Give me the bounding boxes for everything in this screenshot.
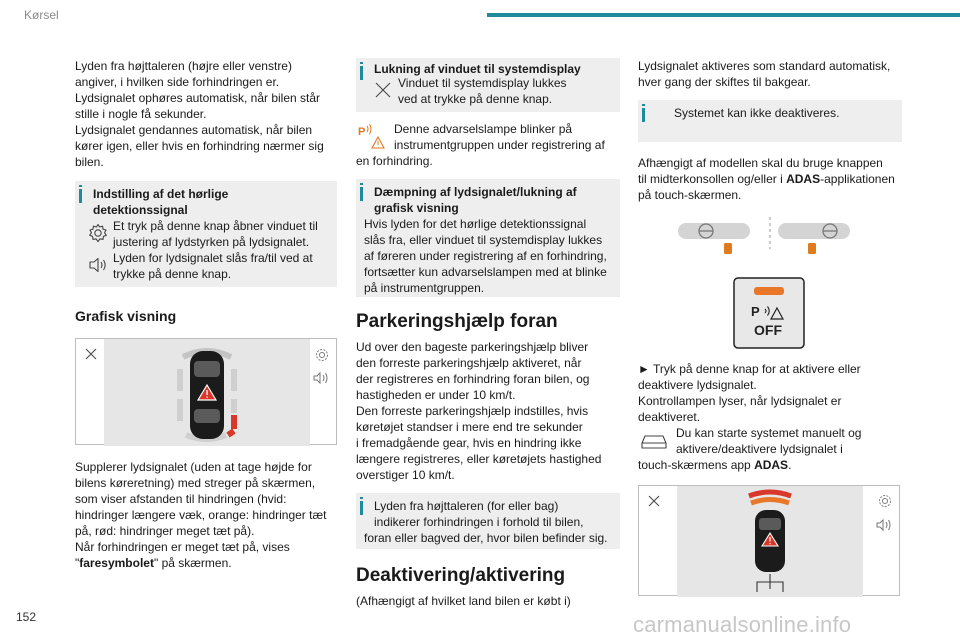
text-line: deaktivere lydsignalet. — [638, 378, 757, 392]
text-fragment: . — [788, 458, 792, 472]
console-illustration — [638, 211, 902, 351]
text-line: Supplerer lydsignalet (uden at tage højde for — [75, 460, 312, 474]
text-line — [638, 457, 902, 473]
text-line: justering af lydstyrken på lydsignalet. — [113, 235, 310, 249]
info-bar-dot — [79, 185, 82, 187]
text-line: af føreren under registrering af en forhindring, — [364, 249, 607, 263]
text-line: ► Tryk på denne knap for at aktivere eller — [638, 362, 861, 376]
text-line: stille i nogle få sekunder. — [75, 107, 207, 121]
info-title: detektionssignal — [93, 203, 188, 217]
section-heading-graphic-display: Grafisk visning — [75, 308, 177, 324]
text-line — [75, 555, 337, 571]
info-bar — [360, 187, 363, 201]
info-title: Indstilling af det hørlige — [93, 187, 229, 201]
intro-paragraph — [75, 58, 337, 170]
quote-mark: " — [75, 556, 80, 570]
manual-start-note — [638, 425, 902, 473]
text-line: Et tryk på denne knap åbner vinduet til — [113, 219, 318, 233]
info-bar — [360, 66, 363, 80]
text-line: Den forreste parkeringshjælp indstilles, hvis — [356, 404, 589, 418]
text-line: Ud over den bageste parkeringshjælp bliver — [356, 340, 589, 354]
text-line: der registreres en forhindring foran bilen, og — [356, 372, 590, 386]
text-fragment: til midterkonsollen og/eller i — [638, 172, 787, 186]
info-bar-dot — [360, 497, 363, 499]
text-line: Vinduet til systemdisplay lukkes — [398, 76, 567, 90]
info-box-speaker — [356, 493, 620, 549]
text-line: fortsætter kun advarselslampen med at blinke — [364, 265, 607, 279]
model-note — [638, 155, 902, 203]
bold-term: ADAS — [786, 172, 821, 186]
text-line: bilen. — [75, 155, 104, 169]
column-2 — [356, 58, 620, 609]
text-line: Du kan starte systemet manuelt og — [676, 426, 862, 440]
press-button-instruction — [638, 361, 902, 425]
info-box-close-window — [356, 58, 620, 112]
text-line: deaktiveret. — [638, 410, 701, 424]
text-line: hastigheden er under 10 km/t. — [356, 388, 516, 402]
text-line: på, rød: hindringer meget tæt på). — [75, 524, 255, 538]
section-heading-deactivation: Deaktivering/aktivering — [356, 565, 566, 586]
text-line: Når forhindringen er meget tæt på, vises — [75, 540, 290, 554]
info-box-sound-settings — [75, 181, 337, 287]
info-box-cannot-deactivate — [638, 100, 902, 142]
text-line: indikerer forhindringen i forhold til bilen, — [374, 515, 584, 529]
text-line: foran eller bagved der, hvor bilen befinder sig. — [364, 531, 608, 545]
text-line: angiver, i hvilken side forhindringen er. — [75, 75, 280, 89]
page-number: 152 — [16, 610, 37, 624]
info-title: grafisk visning — [374, 201, 459, 215]
text-line: Hvis lyden for det hørlige detektionssignal — [364, 217, 587, 231]
info-bar-dot — [360, 62, 363, 64]
text-line: køretøjet standser i mere end tre sekunder — [356, 420, 583, 434]
svg-text:P: P — [358, 126, 366, 138]
text-line: hver gang der skiftes til bakgear. — [638, 75, 811, 89]
text-line: trykke på denne knap. — [113, 267, 232, 281]
text-line: Lydsignalet aktiveres som standard automatisk, — [638, 59, 891, 73]
text-line: bilens køreretning) med streger på skærmen, — [75, 476, 316, 490]
close-icon — [368, 75, 398, 105]
info-bar — [79, 189, 82, 203]
graphic-description — [75, 459, 337, 571]
speaker-icon — [314, 373, 327, 383]
text-line: Systemet kan ikke deaktiveres. — [674, 106, 840, 120]
front-parking-paragraph — [356, 339, 620, 483]
bold-term: ADAS — [754, 458, 789, 472]
text-line: instrumentgruppen under registrering af — [394, 138, 605, 152]
speaker-icon — [877, 520, 890, 530]
off-label: OFF — [754, 322, 782, 338]
text-line: ved at trykke på denne knap. — [398, 92, 553, 106]
text-line: slås fra, eller vinduet til systemdisplay lukkes — [364, 233, 603, 247]
info-bar — [642, 108, 645, 122]
text-line: Lydsignalet gendannes automatisk, når bilen — [75, 123, 313, 137]
text-line: Lyden for lydsignalet slås fra/til ved at — [113, 251, 313, 265]
text-line: hindringer længere væk, orange: hindringer tæt — [75, 508, 327, 522]
text-line: Kontrollampen lyser, når lydsignalet er — [638, 394, 842, 408]
warning-lamp-note — [356, 121, 620, 169]
rear-parking-graphic — [76, 339, 338, 446]
text-line: på instrumentgruppen. — [364, 281, 485, 295]
text-line: Lydsignalet ophøres automatisk, når bilen står — [75, 91, 321, 105]
text-line: Lyden fra højttaleren (højre eller venstre) — [75, 59, 292, 73]
info-bar-dot — [360, 183, 363, 185]
display-screen-front — [638, 485, 900, 596]
info-box-mute — [356, 179, 620, 297]
text-line: Afhængigt af modellen skal du bruge knappen — [638, 156, 883, 170]
gear-icon — [317, 350, 328, 361]
header-accent-bar — [487, 13, 960, 17]
text-line — [638, 171, 902, 187]
gear-icon — [880, 496, 891, 507]
info-bar-dot — [642, 104, 645, 106]
display-screen-rear — [75, 338, 337, 445]
text-line: længere registreres, eller køretøjets hastighed — [356, 452, 602, 466]
text-line: i fremadgående gear, hvis en hindring ikke — [356, 436, 582, 450]
text-line: Denne advarselslampe blinker på — [394, 122, 573, 136]
column-1 — [75, 58, 337, 571]
page-header-section: Kørsel — [24, 8, 59, 22]
gear-icon — [83, 218, 113, 248]
text-line: som viser afstanden til hindringen (hvid: — [75, 492, 287, 506]
text-fragment: -applikationen — [820, 172, 895, 186]
info-title: Dæmpning af lydsignalet/lukning af — [374, 185, 577, 199]
text-line: aktivere/deaktivere lydsignalet i — [676, 442, 843, 456]
info-bar — [360, 501, 363, 515]
text-fragment: touch-skærmens app — [638, 458, 755, 472]
section-heading-front-parking: Parkeringshjælp foran — [356, 311, 558, 332]
text-fragment: " på skærmen. — [153, 556, 232, 570]
parking-warning-icon — [356, 121, 390, 157]
info-title: Lukning af vinduet til systemdisplay — [374, 62, 581, 76]
front-parking-graphic — [639, 486, 901, 597]
text-line: på touch-skærmen. — [638, 188, 742, 202]
country-note: (Afhængigt af hvilket land bilen er købt i) — [356, 594, 571, 608]
column-3 — [638, 58, 902, 596]
speaker-icon — [83, 250, 113, 280]
car-icon — [638, 427, 670, 457]
watermark: carmanualsonline.info — [633, 612, 852, 637]
text-line: den forreste parkeringshjælp aktiveret, når — [356, 356, 582, 370]
text-line: Lyden fra højttaleren (for eller bag) — [374, 499, 559, 513]
text-line: en forhindring. — [356, 154, 433, 168]
text-line: kører igen, eller hvis en forhindring nærmer sig — [75, 139, 324, 153]
text-line: overstiger 10 km/t. — [356, 468, 455, 482]
parking-p-label: P — [751, 304, 760, 319]
bold-term: faresymbolet — [79, 556, 154, 570]
